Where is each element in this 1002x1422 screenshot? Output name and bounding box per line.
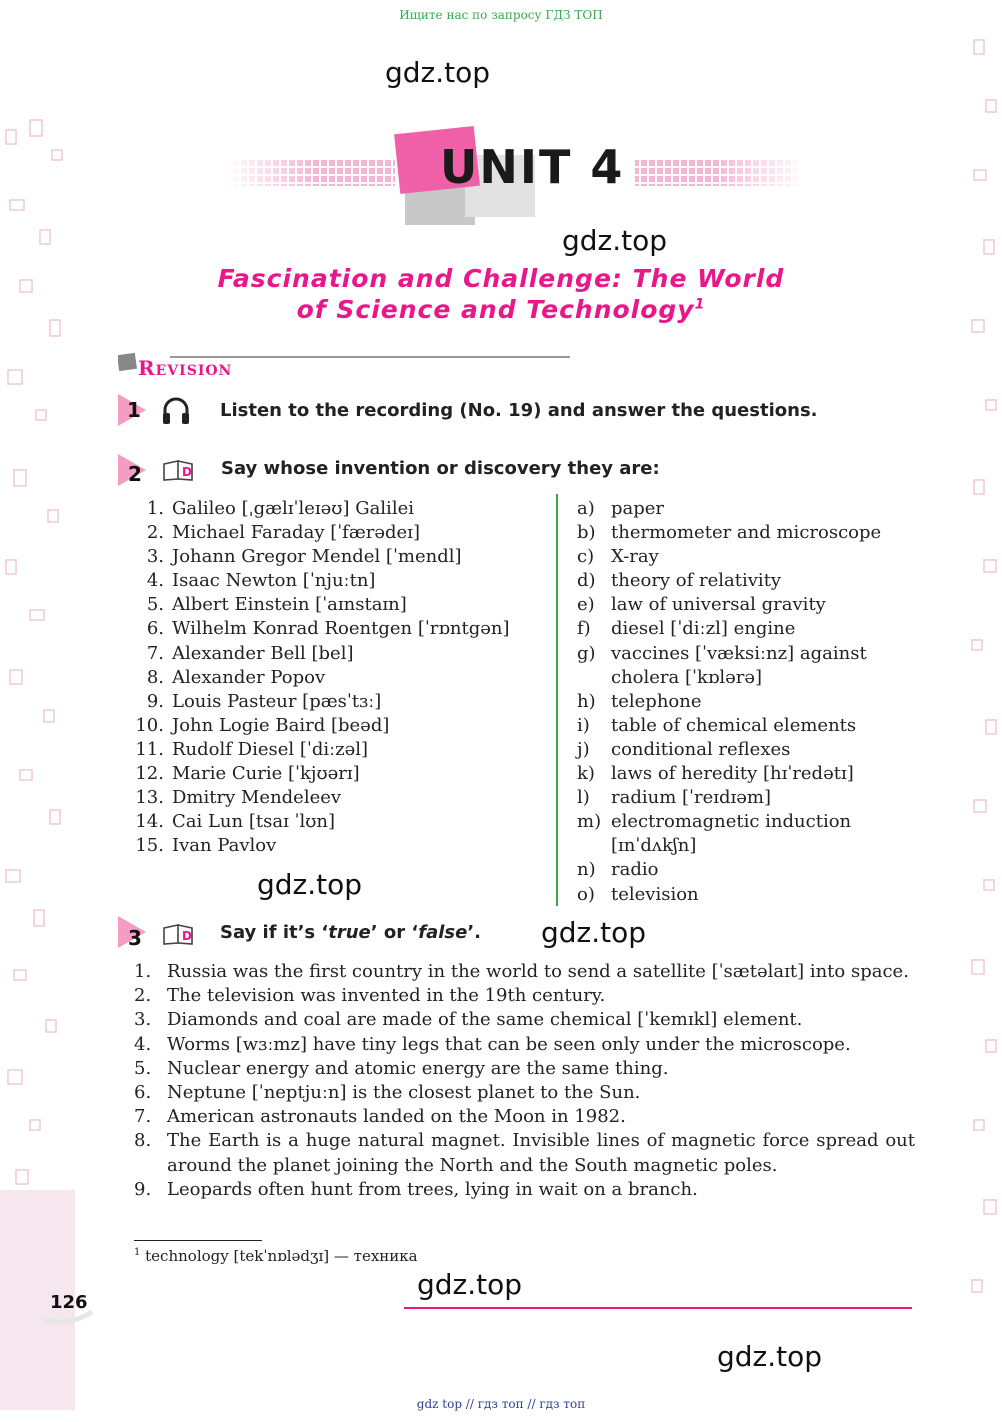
list-item: 6. Wilhelm Konrad Roentgen [ˈrɒntgən] <box>146 618 510 640</box>
watermark: gdz.top <box>717 1340 823 1373</box>
revision-icon <box>118 352 140 372</box>
list-item: e) law of universal gravity <box>577 594 826 616</box>
list-item: 15. Ivan Pavlov <box>135 835 277 857</box>
right-decorative-pattern <box>968 20 1002 1370</box>
list-item: 8. Alexander Popov <box>146 666 326 688</box>
list-item: 14. Cai Lun [tsaɪ ˈlʊn] <box>135 811 336 833</box>
list-item: 9. Louis Pasteur [pæsˈtɜː] <box>146 690 382 712</box>
watermark: gdz.top <box>541 916 647 949</box>
list-item: 2. Michael Faraday [ˈfærədeɪ] <box>146 522 420 544</box>
statement: 2. The television was invented in the 19th century. <box>134 985 606 1007</box>
statement: 1. Russia was the first country in the world to send a satellite [ˈsætəlaɪt] into space. <box>134 961 909 982</box>
list-item: i) table of chemical elements <box>577 714 857 736</box>
people-list <box>124 497 510 858</box>
watermark: gdz.top <box>562 224 668 257</box>
footnote-marker: 1 <box>694 296 706 313</box>
list-item: cholera [ˈkɒlərə] <box>611 666 763 688</box>
list-item: g) vaccines [ˈvæksiːnz] against <box>577 642 867 664</box>
statement: 3. Diamonds and coal are made of the same chemical [ˈkemɪkl] element. <box>134 1009 803 1031</box>
statement: 5. Nuclear energy and atomic energy are the same thing. <box>134 1057 669 1079</box>
exercise-2-instruction: Say whose invention or discovery they are: <box>221 458 660 479</box>
list-item: o) television <box>577 883 699 905</box>
headphones-icon <box>160 396 192 426</box>
list-item: c) X-ray <box>577 546 659 568</box>
false-word: false <box>418 922 468 943</box>
column-divider <box>556 494 558 906</box>
list-item: k) laws of heredity [hɪˈredətɪ] <box>577 763 854 785</box>
list-item: d) theory of relativity <box>577 570 782 592</box>
bottom-rule <box>404 1307 912 1309</box>
statement: 6. Neptune [ˈneptjuːn] is the closest planet to the Sun. <box>134 1082 641 1104</box>
open-book-icon <box>162 458 198 482</box>
exercise-3-instruction: Say if it’s ‘true’ or ‘false’. <box>220 922 481 943</box>
unit-title: UNIT 4 <box>440 140 625 194</box>
list-item: 3. Johann Gregor Mendel [ˈmendl] <box>146 546 462 568</box>
true-false-statements <box>134 960 915 1202</box>
chapter-title-line2: of Science and Technology$^1$ <box>296 295 706 324</box>
list-item: 7. Alexander Bell [bel] <box>146 642 354 664</box>
list-item: m) electromagnetic induction <box>577 811 852 833</box>
revision-label: Revision <box>138 356 233 380</box>
list-item: b) thermometer and microscope <box>577 522 882 544</box>
list-item: a) paper <box>577 498 665 519</box>
page-number: 126 <box>50 1292 88 1313</box>
list-item: 5. Albert Einstein [ˈaɪnstaɪn] <box>146 594 407 616</box>
statement: 9. Leopards often hunt from trees, lying in wait on a branch. <box>134 1178 698 1200</box>
list-item: n) radio <box>577 859 659 881</box>
list-item: h) telephone <box>577 690 702 712</box>
list-item: 1. Galileo [ˌgælɪˈleɪəʊ] Galilei <box>146 498 414 519</box>
chapter-title-line1: Fascination and Challenge: The World <box>217 264 785 293</box>
list-item: 4. Isaac Newton [ˈnjuːtn] <box>146 570 376 592</box>
list-item: l) radium [ˈreɪdɪəm] <box>577 787 772 809</box>
list-item: 10. John Logie Baird [beəd] <box>135 714 390 736</box>
list-item: 12. Marie Curie [ˈkjʊərɪ] <box>135 763 360 785</box>
footnote-rule <box>134 1240 262 1241</box>
statement: 7. American astronauts landed on the Moon in 1982. <box>134 1106 626 1128</box>
watermark: gdz.top <box>385 56 491 89</box>
top-search-banner[interactable]: Ищите нас по запросу ГДЗ ТОП <box>399 8 603 22</box>
list-item: [ɪnˈdʌkʃn] <box>611 835 697 857</box>
svg-text:D: D <box>182 929 192 943</box>
list-item: 11. Rudolf Diesel [ˈdiːzəl] <box>135 738 369 760</box>
exercise-1-number: 1 <box>127 398 141 422</box>
exercise-2-number: 2 <box>128 462 142 486</box>
list-item: f) diesel [ˈdiːzl] engine <box>577 618 796 640</box>
watermark: gdz.top <box>417 1268 523 1301</box>
list-item: j) conditional reflexes <box>577 738 791 760</box>
true-word: true <box>328 922 371 943</box>
statement: 4. Worms [wɜːmz] have tiny legs that can be seen only under the microscope. <box>134 1033 851 1055</box>
svg-text:D: D <box>182 465 192 479</box>
list-item: 13. Dmitry Mendeleev <box>135 787 342 809</box>
footnote: $^1$ technology [tekˈnɒlədʒɪ] — техника <box>134 1247 418 1265</box>
bottom-links[interactable]: gdz top // гдз топ // гдз топ <box>416 1397 586 1411</box>
watermark: gdz.top <box>257 868 363 901</box>
open-book-icon <box>162 922 198 946</box>
inventions-list <box>577 497 881 907</box>
exercise-3-number: 3 <box>128 926 142 950</box>
exercise-1-instruction: Listen to the recording (No. 19) and answer the questions. <box>220 400 818 421</box>
statement: 8. The Earth is a huge natural magnet. Invisible lines of magnetic force spread out around the planet joining the North and the South magnetic poles. <box>134 1130 915 1176</box>
